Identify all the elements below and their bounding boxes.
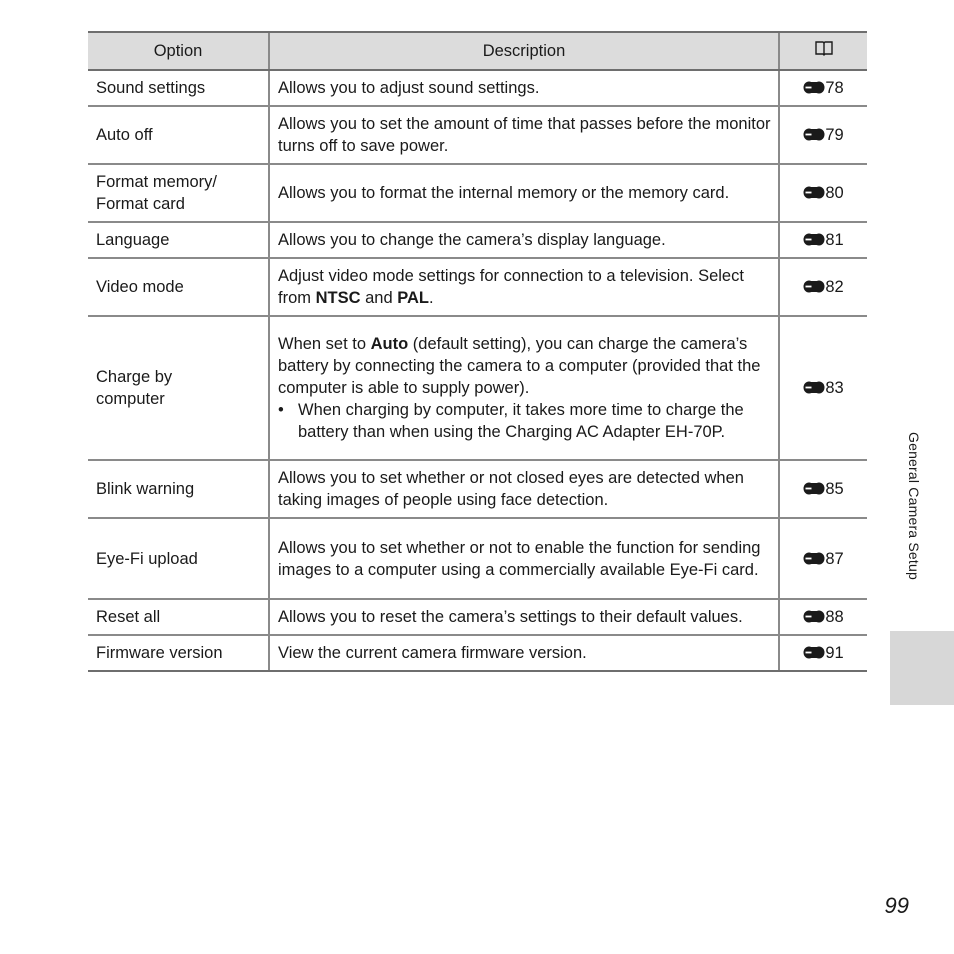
table-row (88, 316, 867, 460)
reference-cell (779, 518, 867, 599)
reference-page-number: 82 (825, 278, 844, 296)
table-row (88, 599, 867, 635)
option-label-line: Eye-Fi upload (96, 549, 198, 568)
description-text (278, 467, 772, 511)
option-cell (88, 164, 269, 222)
description-segment: Allows you to reset the camera’s settings to their default values. (278, 608, 743, 626)
description-segment: Allows you to format the internal memory or the memory card. (278, 184, 730, 202)
e-section-icon (803, 646, 825, 659)
table-row (88, 222, 867, 258)
table-row (88, 70, 867, 106)
table-body (88, 70, 867, 671)
description-segment: Allows you to set whether or not closed eyes are detected when taking images of people using face detection. (278, 469, 744, 509)
option-cell (88, 106, 269, 164)
option-label-line: Language (96, 231, 170, 249)
bullet-dot-icon: • (278, 401, 284, 419)
description-text (278, 113, 772, 157)
table-row (88, 258, 867, 316)
description-cell (269, 316, 779, 460)
e-section-icon (803, 552, 825, 565)
e-section-icon (803, 381, 825, 394)
reference-page-number: 88 (825, 608, 844, 626)
description-segment: Allows you to adjust sound settings. (278, 79, 540, 97)
reference-cell (779, 316, 867, 460)
reference-cell (779, 222, 867, 258)
description-cell (269, 460, 779, 518)
page-number: 99 (884, 893, 909, 918)
description-segment: Allows you to change the camera’s display language. (278, 231, 666, 249)
option-cell (88, 635, 269, 671)
option-cell (88, 460, 269, 518)
reference-page-number: 83 (825, 379, 844, 397)
option-label-line: Charge by (96, 368, 173, 386)
description-segment: . (429, 289, 434, 307)
e-section-icon (803, 280, 825, 293)
e-section-icon (803, 482, 825, 495)
description-segment: Adjust video mode settings for connection to a television. Select from (278, 267, 744, 307)
bullet-text: When charging by computer, it takes more time to charge the battery than when using the Charging AC Adapter EH-70P. (298, 401, 744, 441)
option-cell (88, 222, 269, 258)
e-section-icon (803, 128, 825, 141)
description-emphasis: NTSC (315, 289, 361, 307)
option-label-line: Sound settings (96, 79, 206, 97)
section-side-tab (890, 631, 954, 705)
option-label-line: Firmware version (96, 644, 223, 662)
description-text (278, 229, 772, 251)
option-column-header: Option (88, 32, 269, 70)
table-row (88, 460, 867, 518)
description-cell (269, 258, 779, 316)
reference-page-number: 91 (825, 644, 844, 662)
description-cell (269, 70, 779, 106)
bullet-item (278, 399, 772, 443)
description-segment: Allows you to set whether or not to enable the function for sending images to a computer using a commercially available Eye-Fi card. (278, 538, 761, 579)
option-label-line: Blink warning (96, 480, 195, 498)
description-text (278, 77, 772, 99)
reference-page-number: 79 (825, 126, 844, 144)
option-label-line: computer (96, 390, 165, 408)
option-label-line: Auto off (96, 126, 153, 144)
description-text (278, 537, 772, 581)
description-segment: and (360, 289, 398, 307)
table-row (88, 635, 867, 671)
description-segment: View the current camera firmware version. (278, 644, 587, 662)
description-cell (269, 222, 779, 258)
description-text (278, 642, 772, 664)
description-emphasis: PAL (397, 289, 429, 307)
e-section-icon (803, 233, 825, 246)
description-cell (269, 106, 779, 164)
reference-cell (779, 460, 867, 518)
option-label-line: Format memory/ (96, 173, 218, 191)
option-cell (88, 258, 269, 316)
e-section-icon (803, 186, 825, 199)
description-segment: When set to (278, 335, 371, 353)
reference-cell (779, 258, 867, 316)
reference-page-number: 81 (825, 231, 844, 249)
description-text (278, 182, 772, 204)
settings-table (88, 31, 867, 672)
table-header-row (88, 32, 867, 70)
description-text (278, 606, 772, 628)
option-cell (88, 599, 269, 635)
reference-column-header (779, 32, 867, 70)
table-row (88, 106, 867, 164)
e-section-icon (803, 610, 825, 623)
description-cell (269, 599, 779, 635)
table-row (88, 518, 867, 599)
description-cell (269, 635, 779, 671)
reference-cell (779, 106, 867, 164)
description-text (278, 333, 772, 399)
description-segment: Allows you to set the amount of time that passes before the monitor turns off to save power. (278, 115, 771, 155)
reference-cell (779, 164, 867, 222)
option-cell (88, 70, 269, 106)
description-emphasis: Auto (370, 335, 409, 353)
reference-cell (779, 635, 867, 671)
description-cell (269, 518, 779, 599)
reference-page-number: 78 (825, 79, 844, 97)
reference-page-number: 87 (825, 549, 844, 568)
option-cell (88, 316, 269, 460)
description-cell (269, 164, 779, 222)
reference-cell (779, 599, 867, 635)
reference-cell (779, 70, 867, 106)
option-label-line: Reset all (96, 608, 161, 626)
description-text (278, 265, 772, 309)
option-label-line: Video mode (96, 278, 184, 296)
reference-page-number: 85 (825, 480, 844, 498)
description-segment: (default setting), you can charge the camera’s battery by connecting the camera to a computer (provided that the computer is able to supply power). (278, 335, 761, 397)
book-icon (814, 40, 834, 62)
description-column-header: Description (269, 32, 779, 70)
section-side-label: General Camera Setup (906, 432, 922, 580)
table-row (88, 164, 867, 222)
option-label-line: Format card (96, 195, 185, 213)
option-cell (88, 518, 269, 599)
reference-page-number: 80 (825, 184, 844, 202)
e-section-icon (803, 81, 825, 94)
